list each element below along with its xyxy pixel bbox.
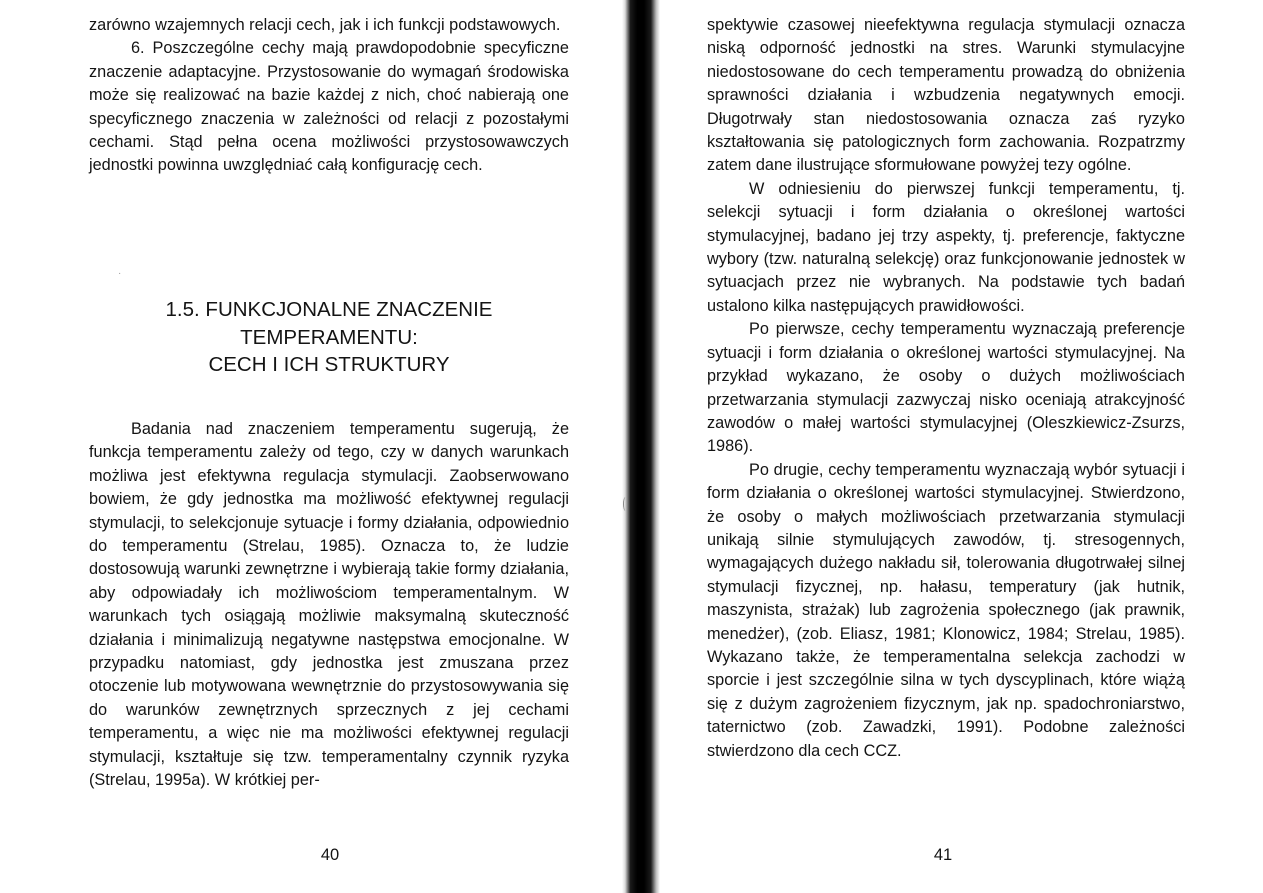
gutter-scan-mark bbox=[623, 497, 628, 511]
scan-speck: · bbox=[118, 268, 122, 279]
left-body-text bbox=[89, 418, 569, 793]
paragraph-continuation-right: spektywie czasowej nieefektywna regulacja stymulacji oznacza niską odporność jednostki na stres. Warunki stymulacyjne niedostosowane do cech temperamentu prowadzą do obniżenia sprawności działania i wzbudzenia negatywnych emocji. Długotrwały stan niedostosowania oznacza zaś ryzyko kształtowania się patologicznych form zachowania. Rozpatrzmy zatem dane ilustrujące sformułowane powyżej tezy ogólne. bbox=[707, 16, 1185, 175]
left-top-text bbox=[89, 14, 569, 178]
right-body-text bbox=[707, 14, 1185, 763]
paragraph-first-function: W odniesieniu do pierwszej funkcji temperamentu, tj. selekcji sytuacji i form działania o określonej wartości stymulacyjnej, badano jej trzy aspekty, tj. preferencje, faktyczne wybory (tzw. naturalną selekcję) oraz funkcjonowanie jednostek w sytuacjach przez nie wybranych. Na podstawie tych badań ustalono kilka następujących prawidłowości. bbox=[707, 179, 1185, 315]
paragraph-second-point: Po drugie, cechy temperamentu wyznaczają wybór sytuacji i form działania o określonej wartości stymulacyjnej. Stwierdzono, że osoby o małych możliwościach przetwarzania stymulacji unikają silnie stymulujących zawodów, tj. stresogennych, wymagających dużego nakładu sił, tolerowania długotrwałej silnej stymulacji fizycznej, np. hałasu, temperatury (jak hutnik, maszynista, strażak) lub zagrożenia społecznego (jak prawnik, menedżer), (zob. Eliasz, 1981; Klonowicz, 1984; Strelau, 1985). Wykazano także, że temperamentalna selekcja zachodzi w sporcie i jest szczególnie silna w tych dyscyplinach, które wiążą się z dużym zagrożeniem fizycznym, jak np. spadochroniarstwo, taternictwo (zob. Zawadzki, 1991). Podobne zależności stwierdzono dla cech CCZ. bbox=[707, 460, 1185, 760]
heading-line-2: TEMPERAMENTU: bbox=[240, 325, 418, 349]
paragraph-first-point: Po pierwsze, cechy temperamentu wyznaczają preferencje sytuacji i form działania o określonej wartości stymulacyjnej. Na przykład wykazano, że osoby o dużych możliwościach przetwarzania stymulacji zazwyczaj nisko oceniają atrakcyjność zawodów o małej wartości stymulacyjnej (Oleszkiewicz-Zsurzs, 1986). bbox=[707, 320, 1185, 456]
left-page bbox=[0, 0, 622, 893]
page-number-right: 41 bbox=[933, 846, 953, 864]
section-heading bbox=[89, 296, 569, 379]
book-gutter bbox=[622, 0, 660, 893]
paragraph-point-6: 6. Poszczególne cechy mają prawdopodobnie specyficzne znaczenie adaptacyjne. Przystosowanie do wymagań środowiska może się realizować na bazie każdej z nich, choć nabierają one specyficznego znaczenia w zależności od relacji z pozostałymi cechami. Stąd pełna ocena możliwości przystosowawczych jednostki powinna uwzględniać całą konfigurację cech. bbox=[89, 39, 569, 175]
page-number-left: 40 bbox=[320, 846, 340, 864]
heading-line-3: CECH I ICH STRUKTURY bbox=[208, 353, 450, 376]
heading-line-1: 1.5. FUNKCJONALNE ZNACZENIE bbox=[165, 298, 493, 321]
paragraph-continuation: zarówno wzajemnych relacji cech, jak i ich funkcji podstawowych. bbox=[89, 16, 561, 34]
paragraph-intro: Badania nad znaczeniem temperamentu sugerują, że funkcja temperamentu zależy od tego, czy w danych warunkach możliwa jest efektywna regulacja stymulacji. Zaobserwowano bowiem, że gdy jednostka ma możliwość efektywnej regulacji stymulacji, to selekcjonuje sytuacje i formy działania, odpowiednio do temperamentu (Strelau, 1985). Oznacza to, że ludzie dostosowują warunki zewnętrzne i wybierają takie formy działania, aby odpowiadały ich możliwościom temperamentalnym. W warunkach tych osiągają możliwie maksymalną skuteczność działania i minimalizują negatywne następstwa emocjonalne. W przypadku natomiast, gdy jednostka jest zmuszana przez otoczenie lub motywowana wewnętrznie do przystosowywania się do warunków zewnętrznych sprzecznych z jej cechami temperamentu, a więc nie ma możliwości efektywnej regulacji stymulacji, kształtuje się tzw. temperamentalny czynnik ryzyka (Strelau, 1995a). W krótkiej per- bbox=[89, 420, 569, 790]
